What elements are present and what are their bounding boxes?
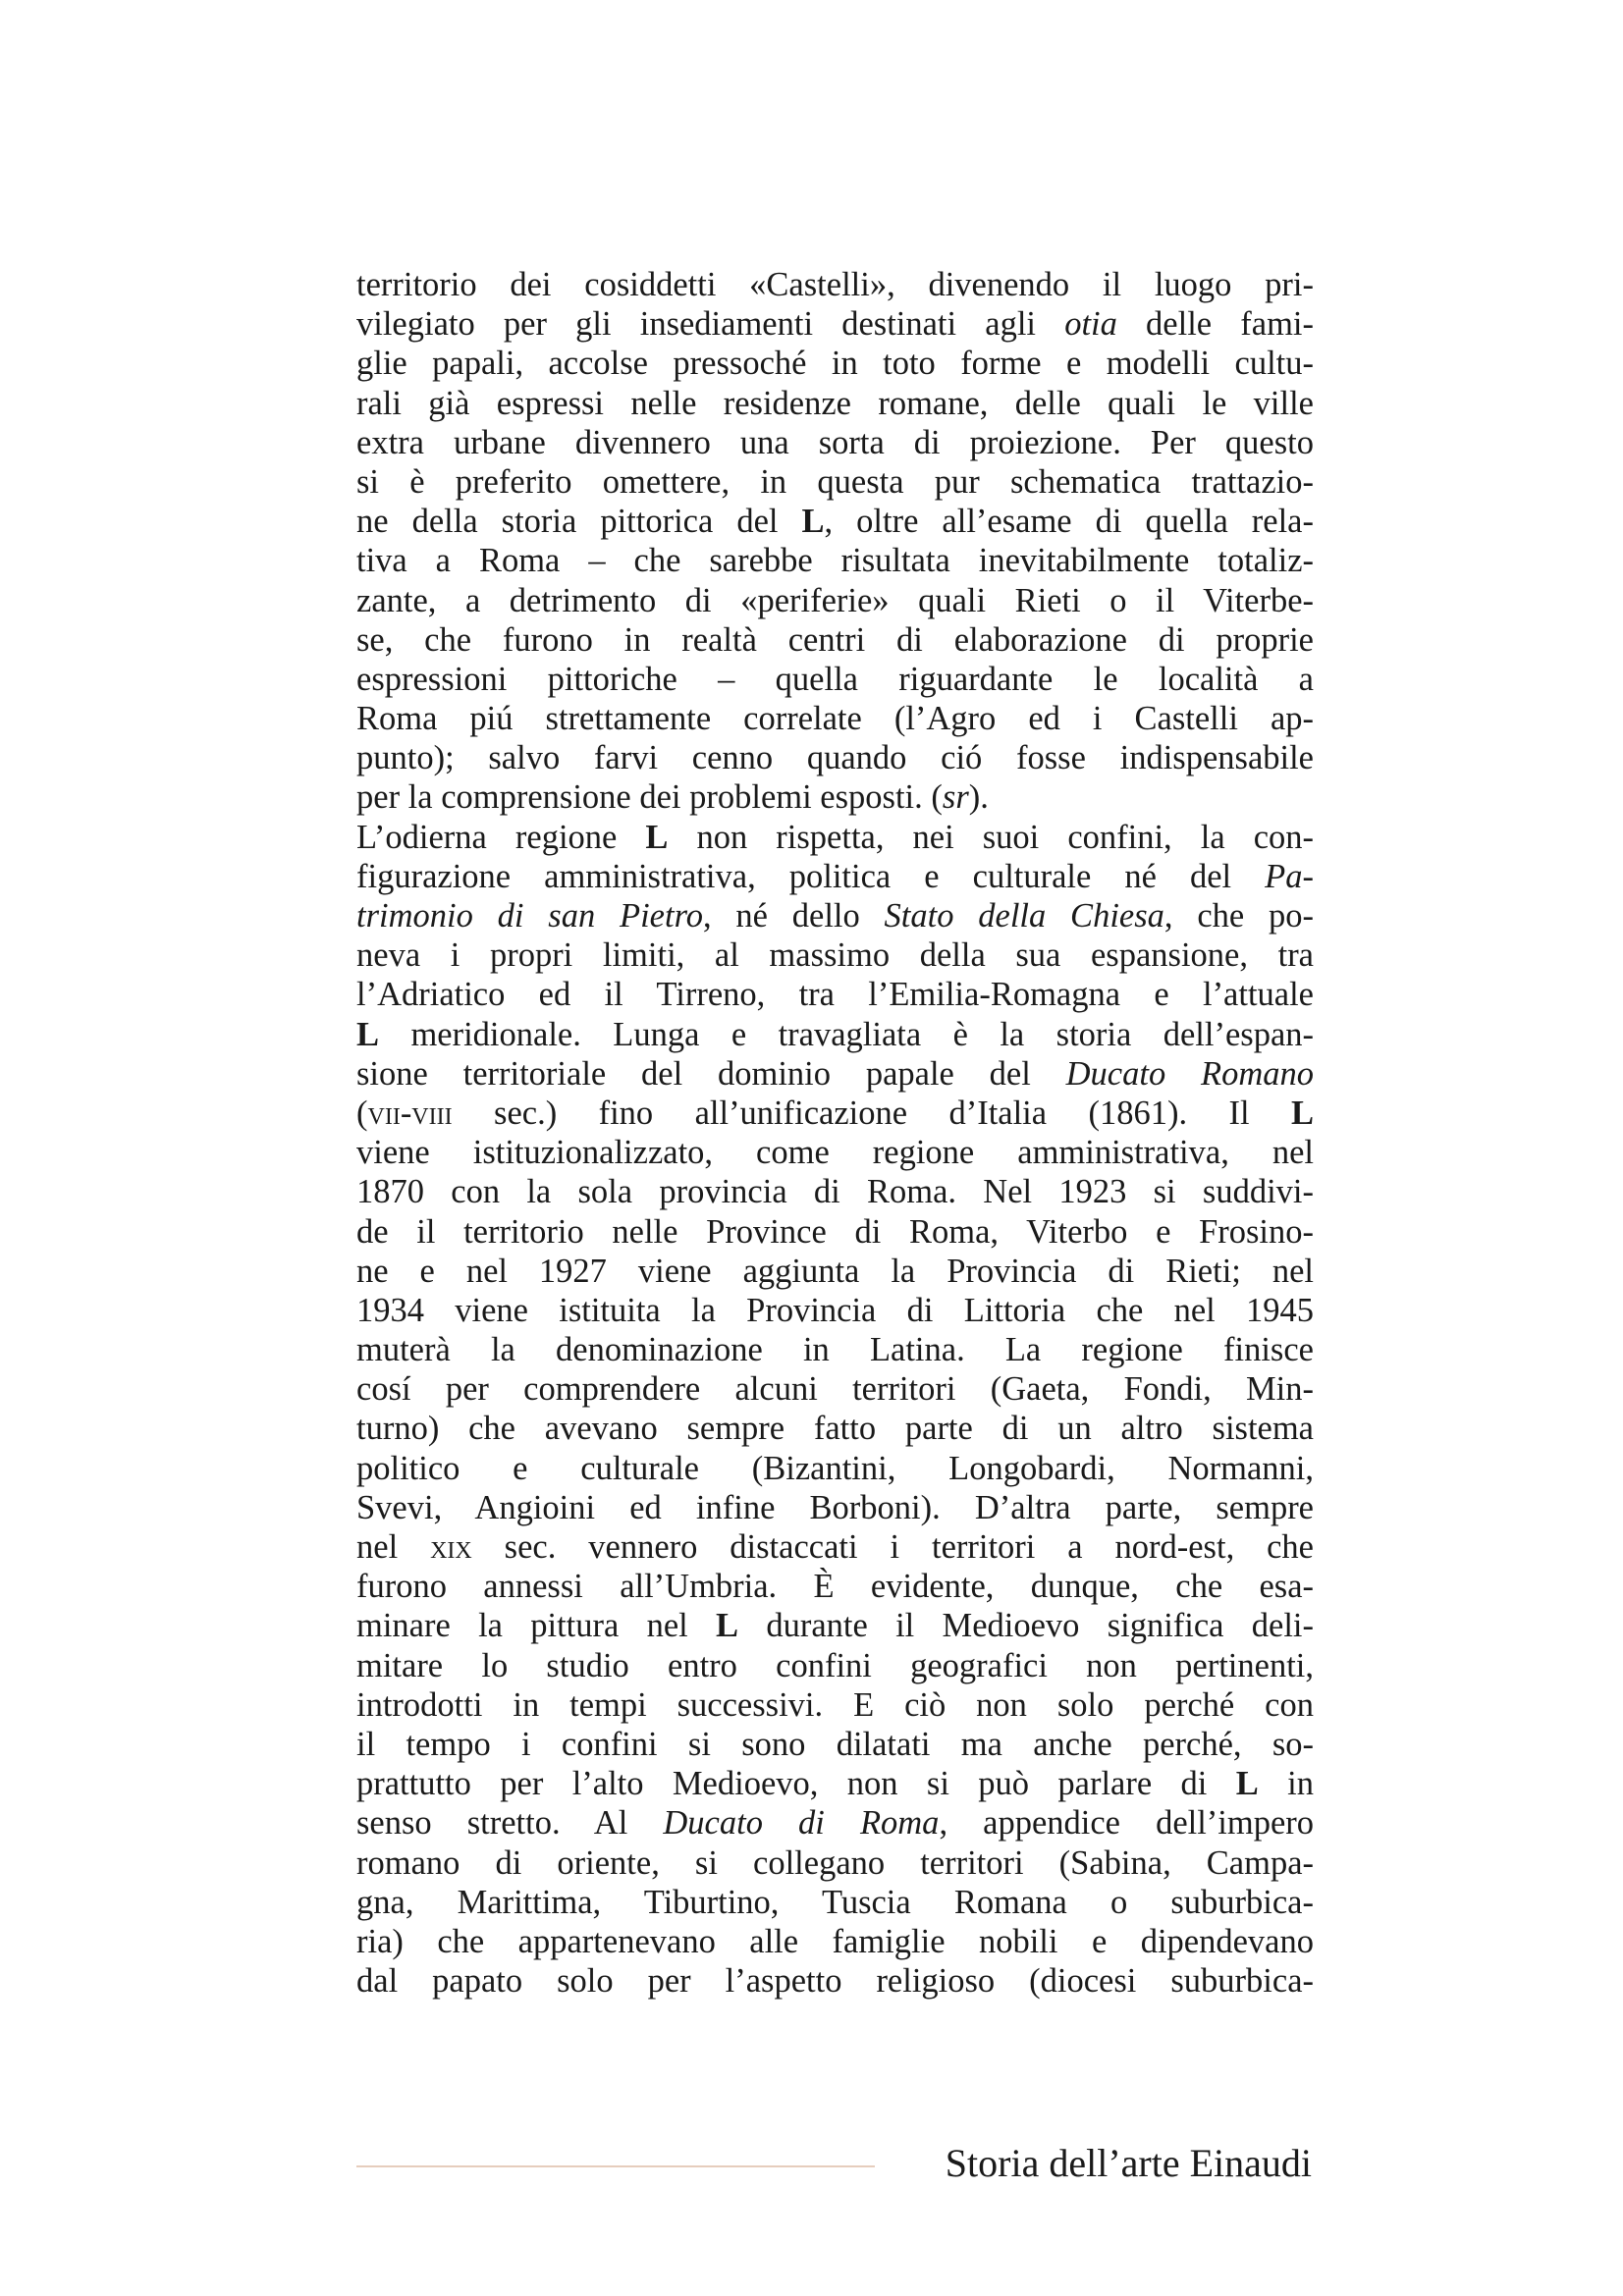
text-run: politico e culturale (Bizantini, Longobardi, Normanni, (356, 1449, 1314, 1487)
text-run: vilegiato per gli insediamenti destinati agli (356, 305, 1065, 344)
text-run: il tempo i confini si sono dilatati ma anche perché, so- (356, 1725, 1314, 1763)
footer-divider (356, 2165, 875, 2167)
text-line (356, 857, 1314, 896)
text-line (356, 1015, 1314, 1054)
text-run: zante, a detrimento di «periferie» quali Rieti o il Viterbe- (356, 581, 1314, 619)
text-run: , che po- (1163, 897, 1314, 934)
text-line (356, 896, 1314, 935)
text-line (356, 975, 1314, 1014)
text-run: l’Adriatico ed il Tirreno, tra l’Emilia-Romagna e l’attuale (356, 976, 1314, 1014)
text-run: L (356, 1015, 380, 1053)
text-run: rali già espressi nelle residenze romane, delle quali le ville (356, 384, 1314, 422)
text-run: Svevi, Angioini ed infine Borboni). D’altra parte, sempre (356, 1488, 1314, 1526)
text-run: ne della storia pittorica del (356, 503, 802, 541)
text-line (356, 541, 1314, 580)
text-run: L (1235, 1765, 1259, 1803)
text-run: L (645, 818, 669, 856)
text-line (356, 1803, 1314, 1842)
text-line (356, 423, 1314, 462)
text-run: territorio dei cosiddetti «Castelli», divenendo il luogo pri- (356, 266, 1314, 303)
text-run: si è preferito omettere, in questa pur schematica trattazio- (356, 462, 1314, 501)
text-line (356, 462, 1314, 502)
footer-title: Storia dell’arte Einaudi (945, 2141, 1312, 2185)
text-line (356, 1606, 1314, 1645)
text-line (356, 1291, 1314, 1330)
text-run: per la comprensione dei problemi esposti. ( (356, 778, 943, 817)
text-run: espressioni pittoriche – quella riguardante le località a (356, 660, 1314, 698)
text-run: Pa- (1265, 857, 1314, 895)
text-line (356, 1330, 1314, 1369)
text-run: L (716, 1607, 739, 1645)
text-run: non rispetta, nei suoi confini, la con- (668, 818, 1314, 856)
text-run: L (801, 503, 825, 541)
text-run: viene istituzionalizzato, come regione amministrativa, nel (356, 1134, 1314, 1172)
text-line (356, 1094, 1314, 1133)
text-line (356, 738, 1314, 777)
text-run: ). (968, 778, 989, 817)
text-run: sione territoriale del dominio papale del (356, 1054, 1066, 1093)
text-line (356, 581, 1314, 620)
text-run: gna, Marittima, Tiburtino, Tuscia Romana o suburbica- (356, 1883, 1314, 1921)
text-line (356, 1488, 1314, 1527)
text-line (356, 1685, 1314, 1725)
text-line (356, 1172, 1314, 1211)
text-line (356, 1922, 1314, 1961)
text-line (356, 1527, 1314, 1567)
text-run: furono annessi all’Umbria. È evidente, dunque, che esa- (356, 1568, 1314, 1606)
text-run: xix (430, 1528, 472, 1566)
text-run: L (1290, 1094, 1314, 1132)
text-line (356, 304, 1314, 344)
text-line (356, 1567, 1314, 1606)
text-line (356, 1369, 1314, 1409)
body-text (356, 265, 1314, 2001)
text-line (356, 699, 1314, 738)
text-run: introdotti in tempi successivi. E ciò non solo perché con (356, 1685, 1314, 1724)
text-run: durante il Medioevo significa deli- (738, 1607, 1314, 1645)
text-run: Roma piú strettamente correlate (l’Agro ed i Castelli ap- (356, 700, 1314, 738)
text-line (356, 620, 1314, 660)
text-run: ria) che appartenevano alle famiglie nobili e dipendevano (356, 1922, 1314, 1960)
text-run: neva i propri limiti, al massimo della sua espansione, tra (356, 936, 1314, 975)
text-run: ( (356, 1094, 368, 1132)
text-run: , oltre all’esame di quella rela- (824, 503, 1314, 541)
text-run: Ducato Romano (1065, 1054, 1314, 1093)
text-line (356, 1212, 1314, 1252)
text-line (356, 1054, 1314, 1094)
text-run: L’odierna regione (356, 818, 646, 856)
text-run: turno) che avevano sempre fatto parte di un altro sistema (356, 1410, 1314, 1448)
text-run: prattutto per l’alto Medioevo, non si può parlare di (356, 1765, 1236, 1803)
text-run: 1934 viene istituita la Provincia di Littoria che nel 1945 (356, 1291, 1314, 1329)
text-run: mitare lo studio entro confini geografici non pertinenti, (356, 1646, 1314, 1684)
text-line (356, 502, 1314, 541)
text-run: in (1258, 1765, 1314, 1803)
text-line (356, 1133, 1314, 1172)
text-run: se, che furono in realtà centri di elaborazione di proprie (356, 620, 1314, 659)
text-run: meridionale. Lunga e travagliata è la storia dell’espan- (379, 1015, 1314, 1053)
text-run: tiva a Roma – che sarebbe risultata inevitabilmente totaliz- (356, 542, 1314, 580)
text-run: trimonio di san Pietro (356, 897, 703, 934)
text-run: otia (1064, 305, 1117, 344)
text-run: Ducato di Roma (663, 1804, 940, 1842)
text-run: Stato della Chiesa (884, 897, 1164, 934)
text-line (356, 1409, 1314, 1448)
text-line (356, 384, 1314, 423)
text-line (356, 265, 1314, 304)
text-run: ne e nel 1927 viene aggiunta la Provincia di Rieti; nel (356, 1252, 1314, 1290)
text-run: romano di oriente, si collegano territori (Sabina, Campa- (356, 1843, 1314, 1882)
text-run: figurazione amministrativa, politica e culturale né del (356, 857, 1266, 895)
text-run: minare la pittura nel (356, 1607, 717, 1645)
text-line (356, 1252, 1314, 1291)
text-run: punto); salvo farvi cenno quando ció fosse indispensabile (356, 739, 1314, 777)
paragraph (356, 818, 1314, 2002)
text-run: sr (942, 778, 969, 817)
text-run: , appendice dell’impero (939, 1804, 1315, 1842)
text-line (356, 1961, 1314, 2001)
text-run: extra urbane divennero una sorta di proiezione. Per questo (356, 423, 1314, 461)
text-run: senso stretto. Al (356, 1804, 664, 1842)
text-run: delle fami- (1116, 305, 1314, 344)
text-line (356, 1843, 1314, 1883)
text-line (356, 344, 1314, 383)
text-line (356, 1764, 1314, 1803)
text-line (356, 1725, 1314, 1764)
text-run: glie papali, accolse pressoché in toto forme e modelli cultu- (356, 345, 1314, 383)
paragraph (356, 265, 1314, 818)
text-line (356, 1449, 1314, 1488)
text-run: de il territorio nelle Province di Roma, Viterbo e Frosino- (356, 1212, 1314, 1251)
text-line (356, 777, 1314, 817)
text-run: nel (356, 1528, 431, 1566)
text-line (356, 818, 1314, 857)
text-line (356, 1646, 1314, 1685)
text-run: muterà la denominazione in Latina. La regione finisce (356, 1331, 1314, 1369)
text-run: sec.) fino all’unificazione d’Italia (1861). Il (452, 1094, 1291, 1132)
text-line (356, 660, 1314, 699)
text-run: dal papato solo per l’aspetto religioso (diocesi suburbica- (356, 1962, 1314, 2001)
text-run: cosí per comprendere alcuni territori (Gaeta, Fondi, Min- (356, 1370, 1314, 1409)
text-line (356, 1883, 1314, 1922)
text-run: vii-viii (367, 1094, 453, 1132)
text-run: sec. vennero distaccati i territori a nord-est, che (471, 1528, 1314, 1566)
text-run: , né dello (702, 897, 885, 934)
text-line (356, 935, 1314, 975)
text-run: 1870 con la sola provincia di Roma. Nel 1923 si suddivi- (356, 1173, 1314, 1211)
